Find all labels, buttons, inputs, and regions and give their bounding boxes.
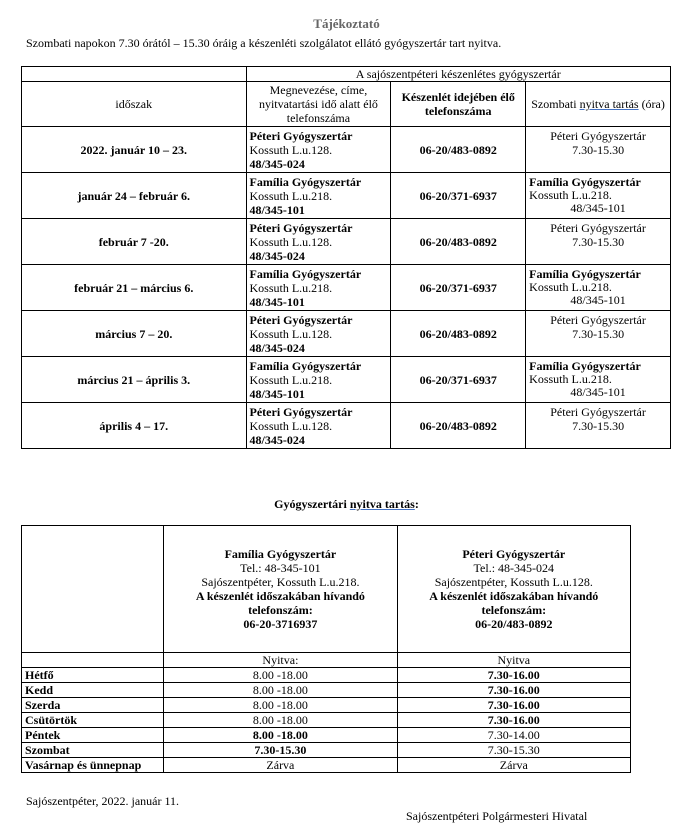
saturday-cell: Família Gyógyszertár Kossuth L.u.218. 48/345-101 [526, 265, 671, 311]
header-phone: Készenlét idejében élő telefonszáma [391, 82, 526, 127]
pharmacy-cell: Péteri Gyógyszertár Kossuth L.u.128. 48/345-024 [246, 127, 391, 173]
group-header: A sajószentpéteri készenlétes gyógyszertár [246, 67, 670, 82]
signature: Sajószentpéteri Polgármesteri Hivatal [406, 809, 588, 823]
day-row [22, 758, 631, 773]
saturday-cell: Péteri Gyógyszertár 7.30-15.30 [526, 311, 671, 357]
saturday-cell: Família Gyógyszertár Kossuth L.u.218. 48/345-101 [526, 173, 671, 219]
peteri-hours: 7.30-16.00 [397, 698, 630, 713]
peteri-hours: 7.30-15.30 [397, 743, 630, 758]
familia-hours: 8.00 -18.00 [164, 728, 397, 743]
peteri-hours: 7.30-16.00 [397, 668, 630, 683]
place-date: Sajószentpéter, 2022. január 11. [26, 794, 180, 808]
duty-phone-cell: 06-20/371-6937 [391, 357, 526, 403]
familia-hours: 8.00 -18.00 [164, 713, 397, 728]
peteri-hours: Zárva [397, 758, 630, 773]
open-label-peteri: Nyitva [397, 653, 630, 668]
schedule-row [22, 311, 671, 357]
period-cell: január 24 – február 6. [22, 173, 247, 219]
period-cell: március 7 – 20. [22, 311, 247, 357]
schedule-row [22, 265, 671, 311]
schedule-row [22, 173, 671, 219]
pharmacy-cell: Péteri Gyógyszertár Kossuth L.u.128. 48/345-024 [246, 311, 391, 357]
intro-text: Szombati napokon 7.30 órától – 15.30 óráig a készenléti szolgálatot ellátó gyógyszertár tart nyitva. [26, 36, 502, 50]
day-label: Szerda [22, 698, 164, 713]
period-cell: február 21 – március 6. [22, 265, 247, 311]
day-label: Hétfő [22, 668, 164, 683]
familia-hours: 8.00 -18.00 [164, 668, 397, 683]
period-cell: március 21 – április 3. [22, 357, 247, 403]
saturday-cell: Família Gyógyszertár Kossuth L.u.218. 48/345-101 [526, 357, 671, 403]
header-saturday: Szombati nyitva tartás (óra) [526, 82, 671, 127]
opening-hours-table [21, 525, 631, 773]
familia-hours: 8.00 -18.00 [164, 698, 397, 713]
day-label: Péntek [22, 728, 164, 743]
period-cell: 2022. január 10 – 23. [22, 127, 247, 173]
pharmacy-cell: Família Gyógyszertár Kossuth L.u.218. 48/345-101 [246, 357, 391, 403]
saturday-cell: Péteri Gyógyszertár 7.30-15.30 [526, 403, 671, 449]
day-label: Vasárnap és ünnepnap [22, 758, 164, 773]
pharmacy-cell: Péteri Gyógyszertár Kossuth L.u.128. 48/345-024 [246, 403, 391, 449]
pharmacy-cell: Família Gyógyszertár Kossuth L.u.218. 48/345-101 [246, 173, 391, 219]
day-row [22, 698, 631, 713]
day-label: Csütörtök [22, 713, 164, 728]
peteri-hours: 7.30-16.00 [397, 713, 630, 728]
day-row [22, 683, 631, 698]
page-title: Tájékoztató [313, 16, 380, 31]
day-row [22, 713, 631, 728]
schedule-row [22, 219, 671, 265]
pharmacy-cell: Família Gyógyszertár Kossuth L.u.218. 48/345-101 [246, 265, 391, 311]
familia-hours: 8.00 -18.00 [164, 683, 397, 698]
familia-info: Família Gyógyszertár Tel.: 48-345-101 Sajószentpéter, Kossuth L.u.218. A készenlét időszakában hívandó telefonszám: 06-20-3716937 [164, 526, 397, 653]
day-row [22, 728, 631, 743]
period-cell: április 4 – 17. [22, 403, 247, 449]
opening-hours-title: Gyógyszertári nyitva tartás: [274, 497, 419, 511]
peteri-info: Péteri Gyógyszertár Tel.: 48-345-024 Sajószentpéter, Kossuth L.u.128. A készenlét időszakában hívandó telefonszám: 06-20/483-0892 [397, 526, 630, 653]
pharmacy-cell: Péteri Gyógyszertár Kossuth L.u.128. 48/345-024 [246, 219, 391, 265]
peteri-hours: 7.30-14.00 [397, 728, 630, 743]
schedule-row [22, 403, 671, 449]
header-period: időszak [22, 82, 247, 127]
duty-phone-cell: 06-20/483-0892 [391, 403, 526, 449]
period-cell: február 7 -20. [22, 219, 247, 265]
schedule-row [22, 357, 671, 403]
saturday-cell: Péteri Gyógyszertár 7.30-15.30 [526, 219, 671, 265]
duty-schedule-table [21, 66, 671, 449]
familia-hours: 7.30-15.30 [164, 743, 397, 758]
day-label: Kedd [22, 683, 164, 698]
duty-phone-cell: 06-20/371-6937 [391, 265, 526, 311]
familia-hours: Zárva [164, 758, 397, 773]
duty-phone-cell: 06-20/483-0892 [391, 311, 526, 357]
schedule-row [22, 127, 671, 173]
day-label: Szombat [22, 743, 164, 758]
saturday-cell: Péteri Gyógyszertár 7.30-15.30 [526, 127, 671, 173]
day-row [22, 743, 631, 758]
duty-phone-cell: 06-20/371-6937 [391, 173, 526, 219]
duty-phone-cell: 06-20/483-0892 [391, 127, 526, 173]
day-row [22, 668, 631, 683]
duty-phone-cell: 06-20/483-0892 [391, 219, 526, 265]
open-label-familia: Nyitva: [164, 653, 397, 668]
peteri-hours: 7.30-16.00 [397, 683, 630, 698]
header-name: Megnevezése, címe, nyitvatartási idő alatt élő telefonszáma [246, 82, 391, 127]
